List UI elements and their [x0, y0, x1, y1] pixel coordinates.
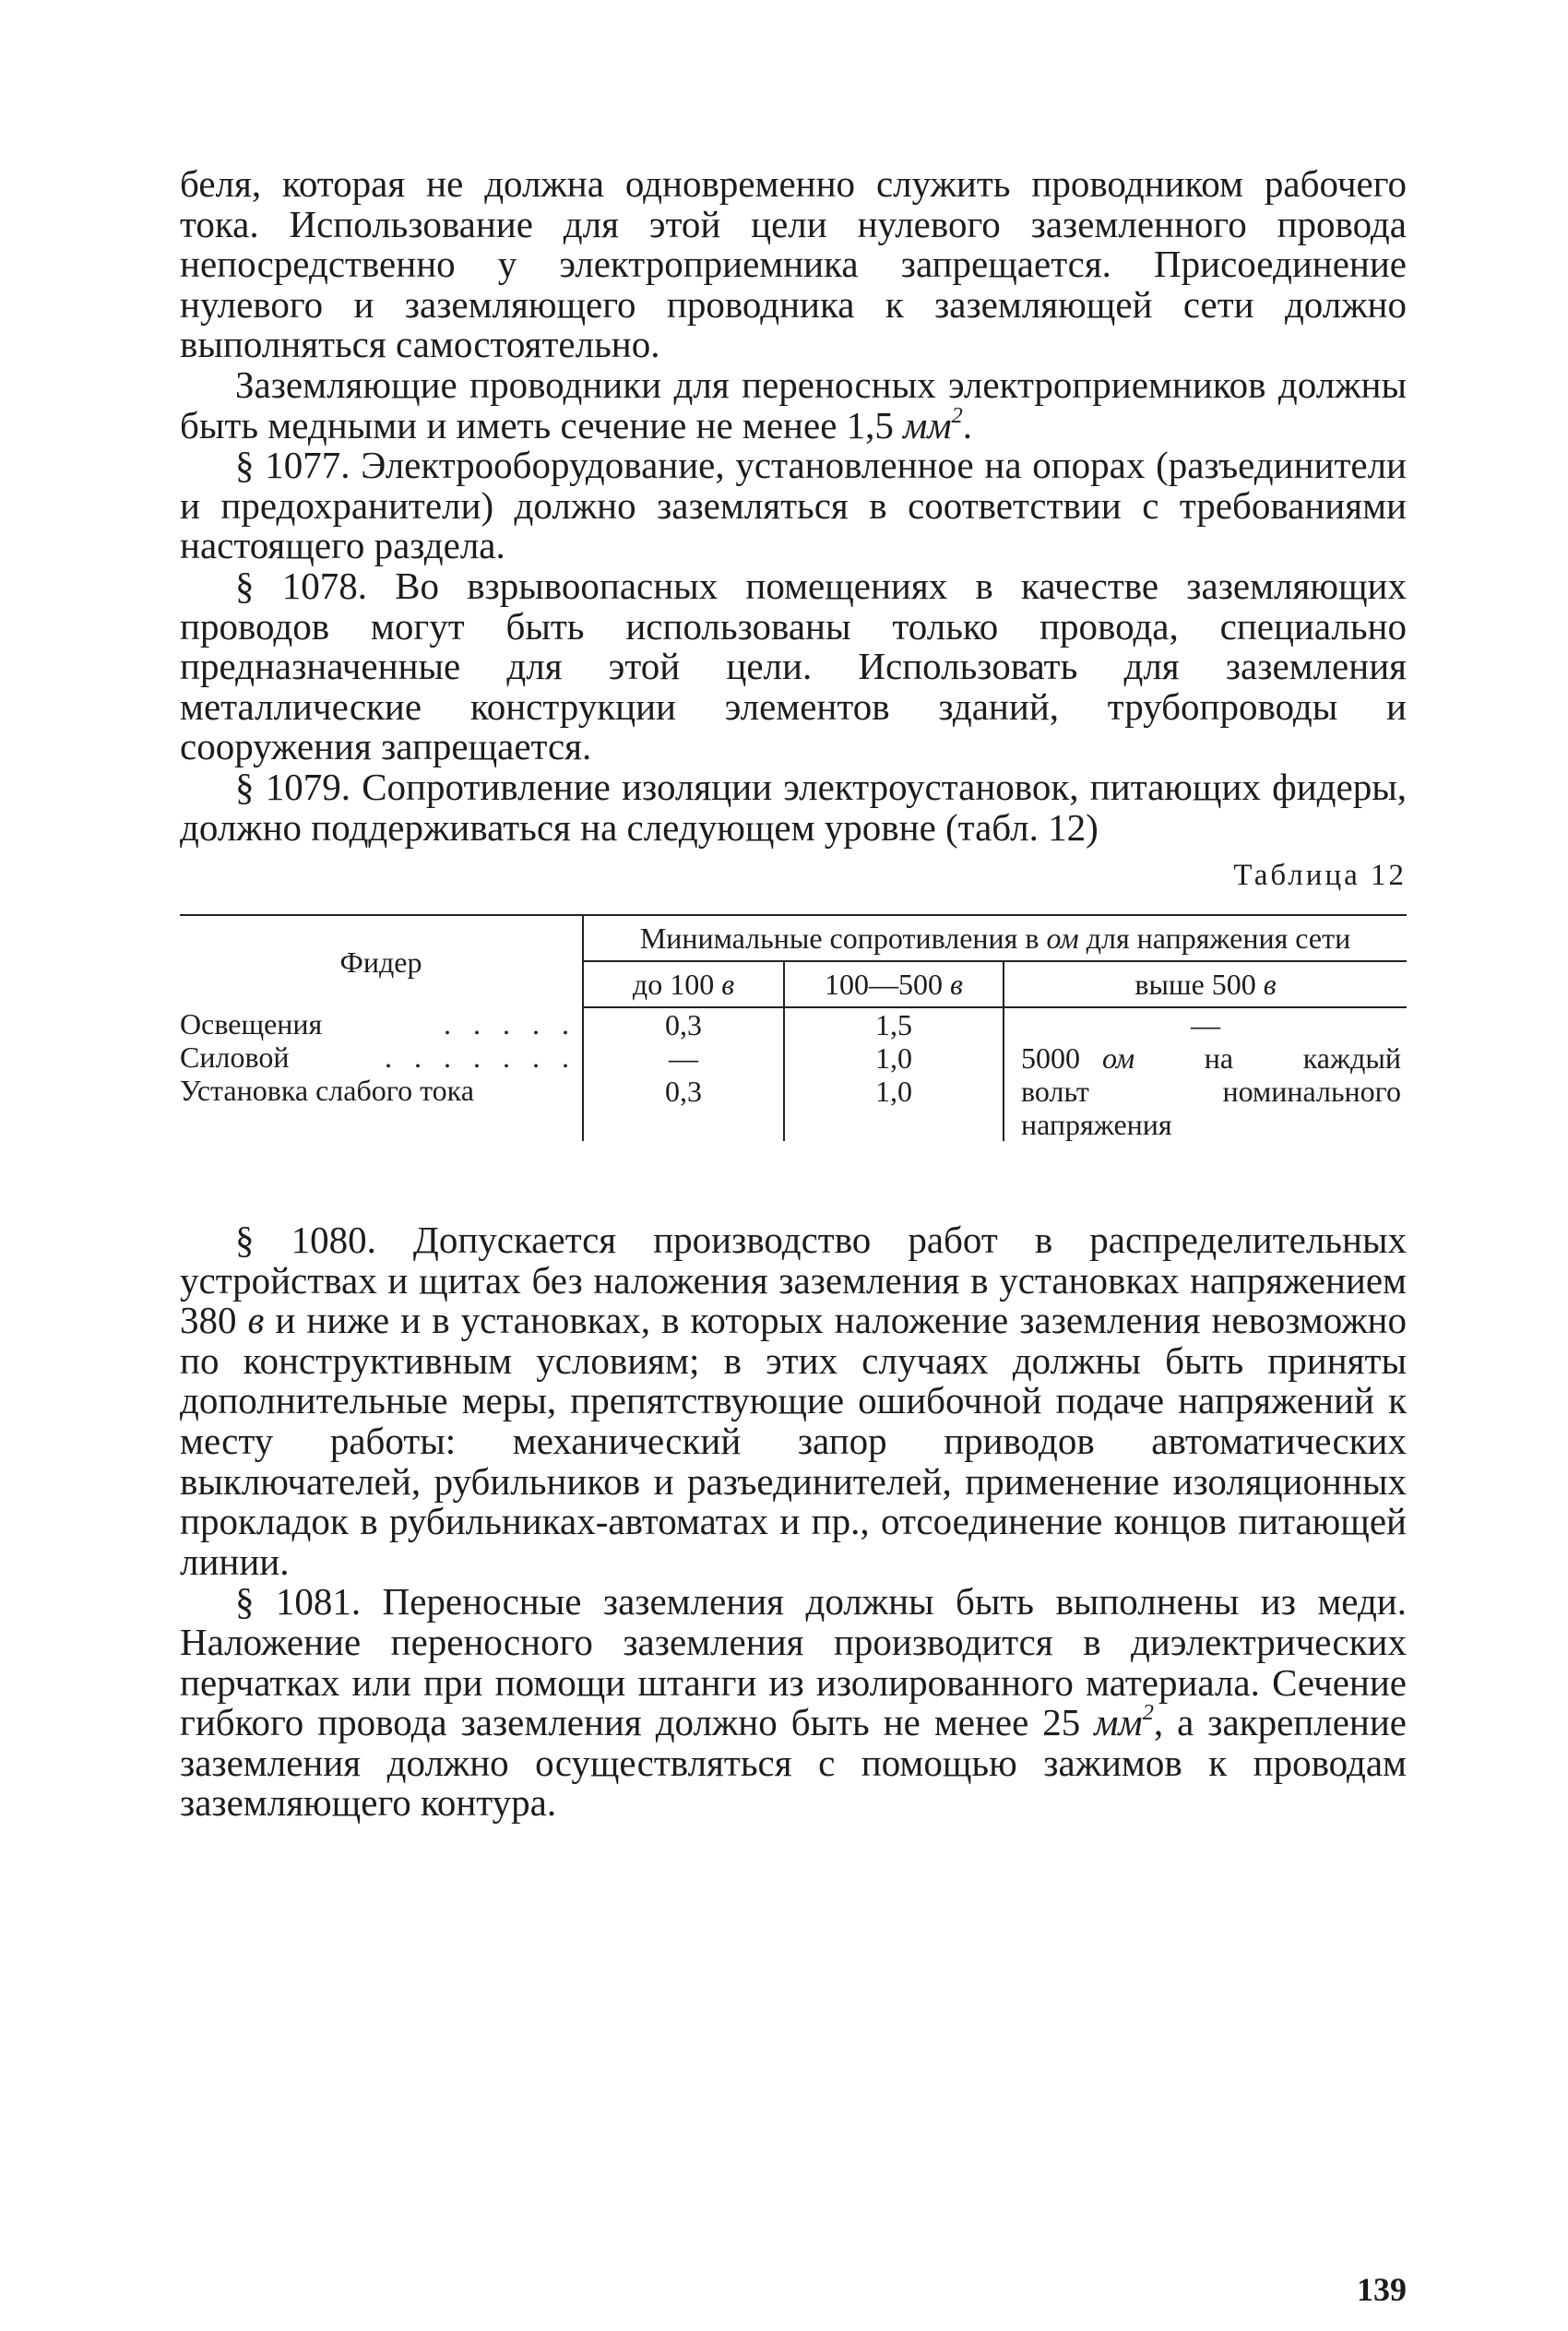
table-row-name — [180, 1007, 576, 1041]
unit-ohm: ом — [1046, 922, 1079, 956]
paragraph-continuation: беля, которая не должна одновременно служить проводником рабочего тока. Использование для этой цели нулевого заземленного провода непосредственно у электроприемника запрещается. Присоединение нулевого и заземляющего проводника к заземляющей сети должно выполняться самостоятельно. — [180, 162, 1407, 366]
superscript: 2 — [951, 402, 963, 428]
unit-volt: в — [721, 968, 735, 1002]
cell-value: 0,3 — [665, 1075, 702, 1109]
cell-value: 1,0 — [875, 1075, 912, 1109]
note-rest: вольт номинального напряжения — [1021, 1075, 1401, 1142]
values-100-500v — [784, 1007, 1004, 1141]
unit-mm2: мм — [903, 403, 952, 446]
note-word: каждый — [1302, 1041, 1401, 1076]
header-text: Минимальные сопротивления в — [639, 922, 1047, 956]
header-above-500v — [1004, 961, 1407, 1007]
insulation-resistance-table — [180, 914, 1407, 1141]
paragraph-1081 — [180, 1582, 1407, 1824]
feeder-name: Силовой — [180, 1041, 290, 1075]
note-first-line — [1021, 1041, 1401, 1075]
paragraph-1078: § 1078. Во взрывоопасных помещениях в качестве заземляющих проводов могут быть использованы только провода, специально предназначенные для этой цели. Использовать для заземления металлические конструкции элементов зданий, трубопроводы и сооружения запрещается. — [180, 564, 1407, 768]
values-above-500v — [1004, 1007, 1407, 1141]
header-text-end: для напряжения сети — [1078, 922, 1351, 956]
paragraph-text: и ниже и в установках, в которых наложение заземления невозможно по конструктивным условиям; в этих случаях должны быть приняты дополнительные меры, препятствующие ошибочной подаче напряжений к месту работы: механический запор приводов автоматических выключателей, рубильников и разъединителей, применение изоляционных прокладок в рубильниках-автоматах и пр., отсоединение концов питающей линии. — [180, 1299, 1407, 1583]
paragraph-text: § 1080. Допускается производство работ в распределительных устройствах и щитах без наложения заземления в установках напряжением 380 — [180, 1219, 1407, 1342]
header-feeder: Фидер — [180, 915, 583, 1007]
leader-dots: . . . . . . . — [385, 1041, 576, 1075]
feeder-name: Освещения — [180, 1007, 323, 1041]
paragraph-text: § 1081. Переносные заземления должны быть выполнены из меди. Наложение переносного заземления производится в диэлектрических перчатках или при помощи штанги из изолированного материала. Сечение гибкого провода заземления должно быть не менее 25 — [180, 1580, 1407, 1744]
paragraph-grounding-conductors — [180, 365, 1407, 446]
cell-value: 0,3 — [665, 1008, 702, 1042]
unit-volt: в — [950, 968, 963, 1002]
table-caption: Таблица 12 — [1233, 859, 1407, 893]
header-sub-text: до 100 — [632, 968, 722, 1002]
page-number: 139 — [1357, 2271, 1407, 2308]
superscript: 2 — [1142, 1700, 1154, 1725]
unit-mm2: мм — [1094, 1701, 1143, 1744]
leader-dots: . . . . . — [444, 1007, 576, 1041]
header-100-500v — [784, 961, 1004, 1007]
values-up-to-100v — [583, 1007, 784, 1141]
header-sub-text: выше 500 — [1134, 968, 1264, 1002]
feeder-names — [180, 1007, 583, 1141]
header-min-resistance — [583, 915, 1407, 961]
header-up-to-100v — [583, 961, 784, 1007]
note-number — [1021, 1041, 1134, 1075]
page — [180, 162, 1407, 2308]
unit-volt: в — [1263, 968, 1277, 1002]
unit-ohm: ом — [1102, 1041, 1135, 1076]
cell-value: — — [669, 1041, 698, 1076]
header-sub-text: 100—500 — [825, 968, 951, 1002]
paragraph-1077: § 1077. Электрооборудование, установленное на опорах (разъединители и предохранители) должно заземляться в соответствии с требованиями настоящего раздела. — [180, 444, 1407, 567]
note-word: на — [1204, 1041, 1234, 1076]
note-per-volt — [1010, 1041, 1401, 1141]
cell-value: 1,0 — [875, 1041, 912, 1076]
note-value: 5000 — [1021, 1041, 1080, 1076]
paragraph-end: . — [962, 403, 973, 446]
cell-value: 1,5 — [875, 1008, 912, 1042]
unit-volt: в — [247, 1299, 265, 1342]
table-row-name — [180, 1074, 576, 1107]
table-row-name — [180, 1041, 576, 1074]
paragraph-1080 — [180, 1220, 1407, 1582]
paragraph-text: Заземляющие проводники для переносных электроприемников должны быть медными и иметь сечение не менее 1,5 — [180, 363, 1407, 446]
cell-value: — — [1191, 1008, 1220, 1042]
paragraph-text: , а закрепление заземления должно осуществляться с помощью зажимов к проводам заземляющего контура. — [180, 1701, 1407, 1825]
paragraph-1079: § 1079. Сопротивление изоляции электроустановок, питающих фидеры, должно поддерживаться на следующем уровне (табл. 12) — [180, 765, 1407, 849]
feeder-name: Установка слабого тока — [180, 1074, 474, 1108]
table-body — [180, 1007, 1407, 1141]
